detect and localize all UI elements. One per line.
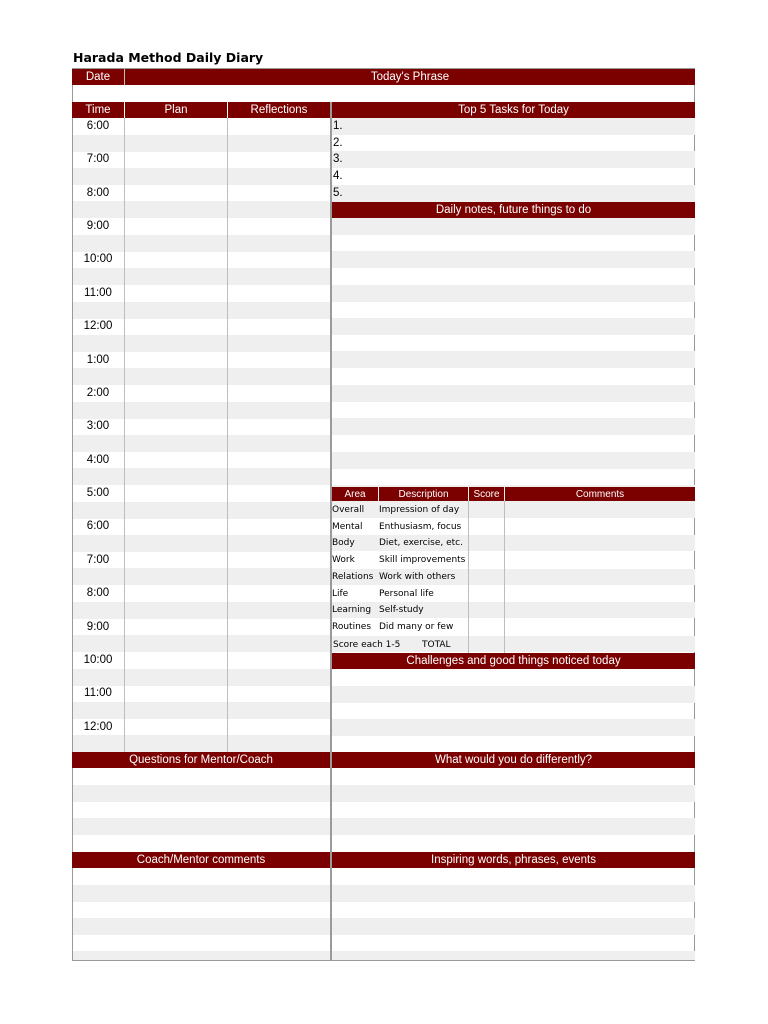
- score-area: Work: [332, 555, 355, 565]
- task-number: 4.: [333, 170, 343, 182]
- score-area: Body: [332, 538, 355, 548]
- score-area: Routines: [332, 622, 372, 632]
- description-header: Description: [379, 487, 468, 501]
- score-total-label: TOTAL: [422, 640, 451, 650]
- challenge-row[interactable]: [332, 686, 695, 703]
- divider: [227, 118, 228, 752]
- score-description: Self-study: [379, 605, 424, 615]
- notes-row[interactable]: [332, 418, 695, 435]
- inspiring-row[interactable]: [332, 885, 695, 902]
- schedule-row[interactable]: [73, 535, 330, 552]
- score-header: Score: [469, 487, 504, 501]
- coach-row[interactable]: [73, 885, 330, 902]
- notes-row[interactable]: [332, 351, 695, 368]
- schedule-row[interactable]: [73, 135, 330, 152]
- questions-header: Questions for Mentor/Coach: [72, 752, 330, 768]
- task-row[interactable]: [332, 151, 695, 168]
- time-label: 7:00: [86, 153, 110, 165]
- time-label: 10:00: [83, 253, 113, 265]
- task-number: 3.: [333, 153, 343, 165]
- divider: [468, 501, 469, 653]
- schedule-row[interactable]: [73, 669, 330, 686]
- page-title: Harada Method Daily Diary: [73, 50, 264, 65]
- challenges-header: Challenges and good things noticed today: [332, 653, 695, 669]
- schedule-row[interactable]: [73, 302, 330, 319]
- coach-row[interactable]: [73, 951, 330, 960]
- schedule-row[interactable]: [73, 335, 330, 352]
- coach-row[interactable]: [73, 918, 330, 935]
- time-label: 11:00: [84, 287, 112, 299]
- time-label: 6:00: [86, 520, 110, 532]
- challenge-row[interactable]: [332, 719, 695, 736]
- time-label: 12:00: [83, 721, 113, 733]
- score-description: Skill improvements: [379, 555, 466, 565]
- time-label: 9:00: [86, 621, 110, 633]
- todays-phrase-header: Today's Phrase: [125, 69, 695, 85]
- schedule-row[interactable]: [73, 268, 330, 285]
- schedule-row[interactable]: [73, 435, 330, 452]
- score-area: Learning: [332, 605, 372, 615]
- time-label: 3:00: [86, 420, 110, 432]
- score-description: Work with others: [379, 572, 456, 582]
- time-label: 7:00: [86, 554, 110, 566]
- task-number: 1.: [333, 120, 343, 132]
- time-label: 6:00: [86, 120, 110, 132]
- time-label: 5:00: [86, 487, 110, 499]
- area-header: Area: [332, 487, 378, 501]
- score-area: Mental: [332, 522, 363, 532]
- top5-header: Top 5 Tasks for Today: [332, 102, 695, 118]
- schedule-row[interactable]: [73, 602, 330, 619]
- schedule-row[interactable]: [73, 168, 330, 185]
- score-description: Enthusiasm, focus: [379, 522, 462, 532]
- inspiring-row[interactable]: [332, 951, 695, 960]
- differently-header: What would you do differently?: [332, 752, 695, 768]
- notes-row[interactable]: [332, 285, 695, 302]
- inspiring-row[interactable]: [332, 918, 695, 935]
- schedule-row[interactable]: [73, 502, 330, 519]
- schedule-row[interactable]: [73, 201, 330, 218]
- differently-row[interactable]: [332, 785, 695, 802]
- notes-row[interactable]: [332, 218, 695, 235]
- task-row[interactable]: [332, 185, 695, 202]
- score-area: Relations: [332, 572, 374, 582]
- score-description: Personal life: [379, 589, 434, 599]
- time-label: 1:00: [86, 354, 110, 366]
- score-description: Diet, exercise, etc.: [379, 538, 463, 548]
- reflections-header: Reflections: [228, 102, 330, 118]
- date-header: Date: [72, 69, 124, 85]
- schedule-row[interactable]: [73, 468, 330, 485]
- schedule-row[interactable]: [73, 735, 330, 752]
- divider: [504, 501, 505, 653]
- inspiring-header: Inspiring words, phrases, events: [332, 852, 695, 868]
- schedule-row[interactable]: [73, 402, 330, 419]
- time-label: 9:00: [86, 220, 110, 232]
- question-row[interactable]: [73, 818, 330, 835]
- schedule-row[interactable]: [73, 635, 330, 652]
- task-number: 2.: [333, 137, 343, 149]
- notes-row[interactable]: [332, 385, 695, 402]
- daily-notes-header: Daily notes, future things to do: [332, 202, 695, 218]
- coach-comments-header: Coach/Mentor comments: [72, 852, 330, 868]
- schedule-row[interactable]: [73, 702, 330, 719]
- time-label: 12:00: [83, 320, 113, 332]
- comments-header: Comments: [505, 487, 695, 501]
- task-row[interactable]: [332, 118, 695, 135]
- time-label: 8:00: [86, 187, 110, 199]
- notes-row[interactable]: [332, 318, 695, 335]
- score-footer-label: Score each 1-5: [333, 640, 401, 650]
- date-input-row[interactable]: [73, 85, 694, 102]
- time-label: 11:00: [84, 687, 112, 699]
- time-header: Time: [72, 102, 124, 118]
- score-area: Life: [332, 589, 349, 599]
- time-label: 4:00: [86, 454, 110, 466]
- differently-row[interactable]: [332, 818, 695, 835]
- divider: [124, 118, 125, 752]
- time-label: 2:00: [86, 387, 110, 399]
- time-label: 8:00: [86, 587, 110, 599]
- score-description: Did many or few: [379, 622, 454, 632]
- score-area: Overall: [332, 505, 365, 515]
- task-number: 5.: [333, 187, 343, 199]
- schedule-row[interactable]: [73, 368, 330, 385]
- notes-row[interactable]: [332, 251, 695, 268]
- question-row[interactable]: [73, 785, 330, 802]
- schedule-row[interactable]: [73, 568, 330, 585]
- score-description: Impression of day: [379, 505, 460, 515]
- time-label: 10:00: [83, 654, 113, 666]
- plan-header: Plan: [125, 102, 227, 118]
- notes-row[interactable]: [332, 452, 695, 469]
- schedule-row[interactable]: [73, 235, 330, 252]
